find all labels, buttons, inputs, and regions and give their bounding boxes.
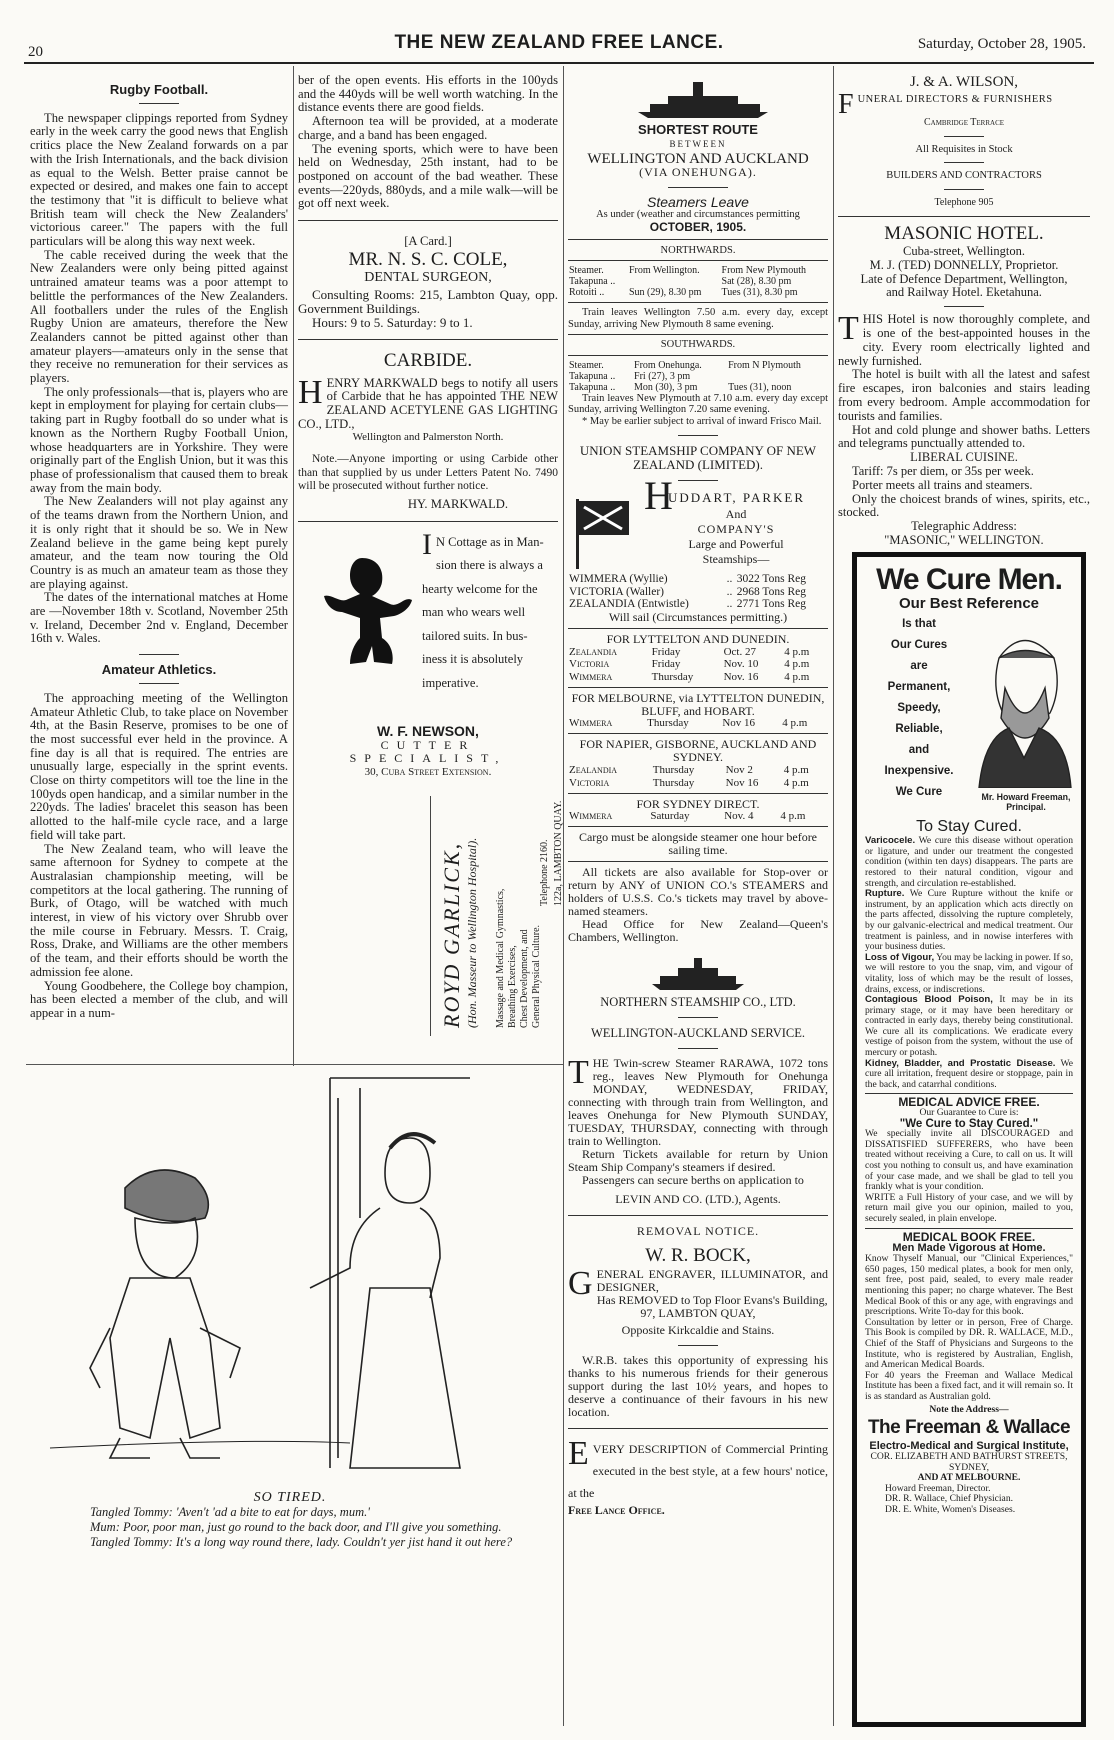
athletics-paragraph: The New Zealand team, who will leave the same afternoon for Sydney to compete at the Australasian championship meeting, will be competitors at the local gathering. The running of Burk, of Otago, will be watched with much interest, in view of his victory over Shrubb over the mile course in February. Messrs. T. Craig, Ross, Drake, and Williams are the other members of the team, and their efforts should be worth the admission fee alone.: [30, 841, 288, 979]
service-heading: WELLINGTON-AUCKLAND SERVICE.: [590, 1026, 806, 1040]
divider: [944, 162, 984, 163]
header-rule: [24, 62, 1094, 64]
newson-line: sion there is always a: [436, 558, 543, 573]
divider: [568, 628, 828, 629]
table-cell: Fri (27), 3 pm: [634, 370, 691, 382]
ad-reference: Our Best Reference: [898, 595, 1040, 612]
bock-opposite: Opposite Kirkcaldie and Stains.: [621, 1323, 775, 1337]
ship-tonnage: 2968 Tons Reg: [736, 585, 806, 598]
cargo-note: Cargo must be alongside steamer one hour before sailing time.: [578, 830, 818, 857]
athletics-paragraph: The approaching meeting of the Wellington Amateur Athletic Club, to take place on November 4th, at the Basin Reserve, promises to be one of the most successful ever held in the province. A fine day is all that is required. The entries are unusually large, especially in the sprint events. Close on thirty competitors will toe the line in the 100yds open handicap, and a similar number in the 220yds. The ladies' bracelet this season has been allotted to the half-mile cycle race, and a large field will take part.: [30, 690, 288, 842]
bock-trade: ENERAL ENGRAVER, ILLUMINATOR, and DESIGNER,: [596, 1267, 828, 1294]
table-cell: Takapuna ..: [569, 381, 616, 393]
ships-table: [568, 573, 828, 611]
column-shipping: [568, 76, 828, 1517]
table-cell: Nov. 4: [724, 810, 754, 822]
ad-claim: We Cure: [895, 785, 943, 798]
table-cell: Oct. 27: [723, 645, 756, 658]
garlick-subtitle: (Hon. Masseur to Wellington Hospital).: [465, 837, 479, 1028]
route-heading: FOR LYTTELTON AND DUNEDIN.: [606, 631, 790, 646]
flag-icon: [572, 497, 636, 569]
northwards-table: [568, 265, 828, 298]
steamship-icon: [568, 76, 828, 120]
drop-cap: F: [838, 88, 854, 120]
ad-claim: Permanent,: [887, 680, 951, 693]
cartoon-title: SO TIRED.: [253, 1490, 327, 1505]
masonic-description: Hot and cold plunge and shower baths. Letters and telegrams punctually attended to.: [838, 422, 1090, 451]
route-heading: SHORTEST ROUTE: [638, 122, 758, 137]
cartoon-caption: [30, 1490, 550, 1550]
garlick-card: [430, 796, 565, 1036]
table-cell: Friday: [651, 658, 681, 670]
sailing-month: OCTOBER, 1905.: [649, 219, 747, 234]
ad-melbourne: AND AT MELBOURNE.: [917, 1472, 1021, 1484]
divider: [568, 355, 828, 356]
wilson-trade: UNERAL DIRECTORS & FURNISHERS: [857, 93, 1053, 105]
divider: [568, 861, 828, 862]
cartoon-illustration: [30, 1068, 550, 1488]
rugby-paragraph: The New Zealanders will not play against any of the teams drawn from the Northern Union, and it is only right that it should be so. We in New Zealand believe in the game being kept purely amateur, and the team now touring the Old Country is as much an amateur team as those they are playing against.: [30, 494, 288, 591]
divider: [944, 189, 984, 190]
return-tickets: Return Tickets available for return by Union Steam Ship Company's steamers if desired.: [568, 1147, 828, 1174]
ad-subhead: Rupture.: [865, 888, 905, 900]
table-cell: 4 p.m: [784, 645, 810, 658]
divider: [678, 1017, 718, 1018]
table-cell: ..: [726, 585, 733, 598]
drop-cap: E: [568, 1435, 589, 1472]
table-cell: Nov 2: [725, 764, 753, 776]
carbide-notice: ENRY MARKWALD begs to notify all users of Carbide that he has appointed THE NEW ZEALAND ACETYLENE GAS LIGHTING CO., LTD.,: [298, 375, 558, 431]
card-label: [A Card.]: [404, 234, 452, 249]
ad-subhead: Varicocele.: [865, 835, 916, 847]
drop-cap: T: [838, 310, 859, 348]
ad-text: We cure all irritation, frequent desire or stoppage, pain in the back, and catarrhal conditions.: [865, 1057, 1073, 1090]
route-heading: FOR MELBOURNE, via LYTTELTON DUNEDIN, BLUFF, and HOBART.: [571, 691, 825, 718]
rugby-paragraph: The dates of the international matches at Home are —November 18th v. Scotland, November 25th v. Ireland, December 2nd v. England, December 16th v. Wales.: [30, 590, 288, 646]
train-note: Train leaves New Plymouth at 7.10 a.m. every day except Sunday, arriving Wellington 7.20 same evening.: [568, 392, 828, 415]
newson-line: tailored suits. In bus-: [422, 628, 528, 643]
page-header: [24, 30, 1094, 60]
wilson-telephone: Telephone 905: [934, 197, 994, 209]
masonic-late: Late of Defence Department, Wellington, and Railway Hotel. Eketahuna.: [860, 271, 1068, 300]
sailing-table: [568, 646, 828, 684]
divider: [139, 103, 179, 104]
union-heading: UNION STEAMSHIP COMPANY OF NEW ZEALAND (LIMITED).: [579, 443, 817, 472]
masonic-address: Cuba-street, Wellington.: [902, 243, 1025, 258]
steamship-icon: [638, 956, 758, 992]
ad-institute-name: The Freeman & Wallace: [867, 1417, 1071, 1439]
ad-claim: Speedy,: [897, 701, 941, 714]
table-cell: 4 p.m: [783, 776, 809, 789]
divider: [298, 339, 558, 340]
divider: [568, 793, 828, 794]
rarawa-notice: HE Twin-screw Steamer RARAWA, 1072 tons reg., leaves New Plymouth for Onehunga MONDAY, WEDNESDAY, FRIDAY, connecting with through train from Wellington, and leaves Onehunga for New Plymouth SUNDAY, TUESDAY, THURSDAY, connecting with through train to Wellington.: [568, 1056, 828, 1148]
sailing-table: [568, 718, 828, 729]
cole-rooms: Consulting Rooms: 215, Lambton Quay, opp. Government Buildings.: [298, 287, 558, 317]
huddart-and: And: [725, 507, 747, 521]
drop-cap: T: [568, 1054, 589, 1091]
table-cell: Wimmera: [569, 717, 613, 729]
divider: [678, 435, 718, 436]
divider: [298, 220, 558, 221]
carbide-note: Note.—Anyone importing or using Carbide other than that supplied by us under Letters Patent No. 7490 will be prosecuted without further notice.: [298, 453, 558, 493]
as-under: As under (weather and circumstances permitting: [596, 209, 800, 220]
ad-staff: DR. R. Wallace, Chief Physician.: [885, 1493, 1014, 1505]
silhouette-figure-icon: [302, 543, 417, 693]
divider: [678, 480, 718, 481]
drop-cap: G: [568, 1265, 593, 1302]
column-divider: [833, 66, 834, 1726]
newson-title: CUTTER SPECIALIST,: [349, 737, 507, 766]
ad-institute-type: Electro-Medical and Surgical Institute,: [869, 1440, 1069, 1453]
divider: [568, 1215, 828, 1216]
printing-notice: VERY DESCRIPTION of Commercial Printing executed in the best style, at a few hours' notice, at the: [568, 1442, 828, 1500]
route-places: WELLINGTON AND AUCKLAND: [587, 151, 809, 167]
bock-name: W. R. BOCK,: [645, 1245, 751, 1266]
ship-name: ZEALANDIA (Entwistle): [569, 598, 689, 610]
table-cell: 4 p.m: [783, 764, 809, 776]
table-cell: Sat (28), 8.30 pm: [721, 276, 792, 287]
athletics-paragraph: Young Goodbehere, the College boy champion, has been elected a member of the club, and will appear in a num-: [30, 978, 288, 1020]
table-cell: Takapuna ..: [569, 370, 616, 382]
newson-advert: [298, 527, 558, 719]
ad-claim: Inexpensive.: [884, 764, 954, 777]
column-divider: [293, 66, 294, 1066]
issue-date: Saturday, October 28, 1905.: [917, 36, 1086, 52]
divider: [568, 334, 828, 335]
drop-cap: H: [298, 373, 323, 411]
masonic-description: The hotel is built with all the latest and safest fire escapes, iron balconies and stairs leading from every bedroom. Ample accommodation for tourists and families.: [838, 367, 1090, 423]
divider: [568, 687, 828, 688]
divider: [568, 1428, 828, 1429]
divider: [568, 733, 828, 734]
free-lance-office: Free Lance Office.: [568, 1503, 665, 1517]
divider: [568, 302, 828, 303]
ad-claim: and: [908, 743, 930, 756]
divider: [944, 136, 984, 137]
athletics-continued: ber of the open events. His efforts in the 100yds and the 440yds will be well worth watching. In the distance events there are good fields.: [298, 73, 558, 115]
northern-heading: NORTHERN STEAMSHIP CO., LTD.: [600, 995, 796, 1009]
table-cell: Rotoiti ..: [569, 287, 605, 298]
wilson-stock: All Requisites in Stock: [915, 143, 1013, 155]
column-notices: [838, 76, 1090, 548]
newspaper-title: THE NEW ZEALAND FREE LANCE.: [394, 32, 724, 53]
ad-institute-address: COR. ELIZABETH AND BATHURST STREETS, SYDNEY,: [870, 1451, 1068, 1473]
huddart-large: Large and Powerful: [688, 537, 784, 551]
ad-text: For 40 years the Freeman and Wallace Medical Institute has been a fixed fact, and it will remain so. It is as standard as Australian gold.: [865, 1369, 1073, 1402]
newson-address: 30, Cuba Street Extension.: [364, 765, 492, 778]
table-cell: Thursday: [652, 764, 695, 776]
southwards-heading: SOUTHWARDS.: [660, 339, 736, 350]
divider: [678, 1048, 718, 1049]
column-adverts-2: [298, 74, 558, 780]
ad-text: We cure this disease without operation or ligature, and under our treatment the congested condition (within ten days) disappears. The parts are restored to their natural condition, vigour and strength, and circulation re-established.: [865, 835, 1074, 889]
rugby-paragraph: The only professionals—that is, players who are kept in employment for playing for certain clubs—taking part in Rugby football do so under what is known as the Northern Rugby Football Union, whose headquarters are in Yorkshire. They were originally part of the English Union, but it was this phase of professionalism that caused them to break away from the main body.: [30, 384, 288, 495]
ad-book-heading: MEDICAL BOOK FREE.: [902, 1229, 1036, 1244]
bock-moved: Has REMOVED to Top Floor Evans's Building, 97, LAMBTON QUAY,: [596, 1293, 828, 1320]
table-header: Steamer.: [569, 359, 604, 371]
table-cell: Wimmera: [569, 810, 613, 822]
huddart-header: [568, 473, 828, 573]
masonic-wines: Only the choicest brands of wines, spirits, etc., stocked.: [838, 491, 1090, 520]
ad-advice-heading: MEDICAL ADVICE FREE.: [898, 1095, 1040, 1110]
ad-book-subheading: Men Made Vigorous at Home.: [892, 1242, 1046, 1255]
route-heading: FOR NAPIER, GISBORNE, AUCKLAND AND SYDNEY.: [579, 737, 817, 764]
divider: [298, 521, 558, 522]
table-cell: Friday: [651, 645, 681, 658]
ad-text: We Cure Rupture without the knife or instrument, by an application which acts directly on the parts affected, dissolving the rupture completely, by our galvanic-electrical and medical treatment. Our treatment is painless, and in nowise interferes with your business duties.: [865, 888, 1074, 953]
table-cell: Victoria: [569, 776, 610, 789]
table-cell: 4 p.m: [780, 810, 806, 822]
garlick-service: General Physical Culture.: [531, 924, 542, 1028]
garlick-service: Massage and Medical Gymnastics,: [495, 888, 506, 1028]
route-via: (VIA ONEHUNGA).: [639, 165, 757, 179]
freeman-wallace-advert: [852, 552, 1086, 1727]
carbide-locations: Wellington and Palmerston North.: [352, 431, 504, 444]
rugby-heading: Rugby Football.: [109, 82, 209, 97]
table-header: From N Plymouth: [728, 359, 801, 371]
table-cell: Victoria: [569, 658, 610, 670]
levin-agents: LEVIN AND CO. (LTD.), Agents.: [615, 1192, 781, 1206]
ad-guarantee: Our Guarantee to Cure is:: [919, 1107, 1019, 1119]
divider: [568, 260, 828, 261]
ad-text: WRITE a Full History of your case, and we will by return mail give you our opinion, mailed to you, securely sealed, in plain envelope.: [865, 1191, 1073, 1224]
ship-name: VICTORIA (Waller): [569, 585, 664, 598]
drop-cap: H: [644, 473, 673, 518]
table-cell: Thursday: [647, 717, 689, 729]
wilson-name: J. & A. WILSON,: [909, 74, 1019, 90]
ad-portrait-caption: Mr. Howard Freeman, Principal.: [981, 791, 1071, 812]
divider: [678, 1345, 718, 1346]
ad-text: You may be lacking in power. If so, we will restore to you the snap, vim, and vigour of vitality, loss of which may be the result of losses, drains, excess, or indiscretions.: [865, 951, 1073, 995]
table-cell: Nov 16: [722, 717, 756, 729]
head-office: Head Office for New Zealand—Queen's Chambers, Wellington.: [568, 917, 828, 944]
divider: [865, 1228, 1073, 1229]
ad-text: Know Thyself Manual, our "Clinical Experiences," 650 pages, 150 medical plates, a book for men only, sent free, post paid, sealed, to every male reader mentioning this paper; no charge whatever. The Best Medical Book of this or any age, with engravings and prescriptions. Write To-day for this book.: [865, 1253, 1073, 1318]
table-cell: Tues (31), noon: [728, 381, 792, 393]
divider: [568, 239, 828, 240]
masonic-cuisine: LIBERAL CUISINE.: [910, 450, 1018, 465]
ad-subhead: Kidney, Bladder, and Prostatic Disease.: [865, 1057, 1056, 1069]
table-header: Steamer.: [569, 265, 604, 276]
bock-thanks: W.R.B. takes this opportunity of expressing his thanks to his numerous friends for their generous support during the last 10½ years, and hopes to deserve a continuance of their favours in his new location.: [568, 1353, 828, 1419]
masonic-telegraphic-address: "MASONIC," WELLINGTON.: [884, 532, 1044, 547]
carbide-signature: HY. MARKWALD.: [407, 497, 508, 512]
newson-name: W. F. NEWSON,: [377, 722, 479, 739]
athletics-heading: Amateur Athletics.: [101, 662, 217, 678]
table-header: From Wellington.: [628, 265, 700, 276]
wilson-address: Cambridge Terrace: [923, 116, 1005, 128]
divider: [865, 1093, 1073, 1094]
table-cell: 4 p.m: [782, 717, 808, 729]
tickets-note: All tickets are also available for Stop-over or return by ANY of UNION CO.'s STEAMERS and holders of U.S.S. Co.'s tickets may travel by above-named steamers.: [568, 865, 828, 918]
table-header: From New Plymouth: [721, 265, 806, 276]
athletics-paragraph: The evening sports, which were to have been held on Wednesday, 25th instant, had to be postponed on account of the bad weather. These events—220yds, 880yds, and a mile walk—will be got off next week.: [298, 141, 558, 211]
ad-claim: Is that: [902, 617, 936, 630]
newson-line: imperative.: [422, 675, 479, 690]
ad-claim: Our Cures: [890, 638, 948, 651]
divider: [838, 216, 1090, 217]
section-rule: [26, 1064, 563, 1065]
newson-line: N Cottage as in Man-: [436, 534, 544, 549]
newson-line: man who wears well: [422, 605, 526, 620]
table-cell: Thursday: [652, 776, 695, 789]
ship-tonnage: 2771 Tons Reg: [736, 598, 806, 610]
huddart-name: UDDART, PARKER: [668, 490, 806, 505]
table-cell: 4 p.m: [784, 658, 810, 670]
removal-heading: REMOVAL NOTICE.: [636, 1224, 760, 1238]
mail-note: * May be earlier subject to arrival of inward Frisco Mail.: [582, 415, 822, 427]
garlick-telephone: Telephone 2160.: [539, 839, 550, 906]
newson-text: [422, 527, 558, 696]
table-cell: Zealandia: [569, 645, 618, 658]
garlick-address: 122a, LAMBTON QUAY.: [553, 800, 564, 906]
sail-note: Will sail (Circumstances permitting.): [608, 609, 788, 624]
cartoon-tramp-and-woman-icon: [30, 1068, 550, 1488]
table-cell: Tues (31), 8.30 pm: [721, 287, 798, 298]
masonic-proprietor: M. J. (TED) DONNELLY, Proprietor.: [869, 257, 1059, 272]
table-cell: Wimmera: [569, 670, 613, 683]
table-cell: ..: [726, 598, 733, 610]
athletics-paragraph: Afternoon tea will be provided, at a moderate charge, and a band has been engaged.: [298, 114, 558, 142]
table-cell: ..: [726, 573, 733, 585]
ad-staff: Howard Freeman, Director.: [885, 1482, 991, 1494]
newson-line: iness it is absolutely: [422, 652, 524, 667]
page-number: 20: [28, 44, 43, 60]
southwards-table: [568, 360, 828, 393]
garlick-name: ROYD GARLICK,: [439, 841, 464, 1028]
masonic-telegraphic: Telegraphic Address:: [911, 519, 1017, 534]
passengers-note: Passengers can secure berths on application to: [582, 1173, 804, 1187]
ad-claim: are: [910, 659, 928, 672]
masonic-porter: Porter meets all trains and steamers.: [852, 477, 1033, 492]
table-cell: Zealandia: [569, 764, 618, 776]
huddart-steamships: Steamships—: [702, 552, 770, 566]
drop-cap: I: [422, 527, 432, 561]
huddart-company: COMPANY'S: [697, 522, 775, 536]
table-cell: 4 p.m: [784, 670, 810, 683]
table-cell: Mon (30), 3 pm: [634, 381, 698, 393]
route-between: BETWEEN: [669, 139, 727, 149]
table-cell: [727, 371, 828, 382]
ad-text: Consultation by letter or in person, Free of Charge. This Book is compiled by DR. R. WALLACE, M.D., Chief of the Staff of Physicians and Surgeons to the Institute, who is registered by Australian, English, and American Medical Boards.: [865, 1316, 1073, 1371]
divider: [668, 187, 728, 188]
ad-text: We specially invite all DISCOURAGED and DISSATISFIED SUFFERERS, who have been treated without receiving a Cure, to call on us. It will cost you nothing to consult us, and have examination of your case made, and we shall be glad to tell you frankly what is your condition.: [865, 1128, 1073, 1193]
ad-claim: Reliable,: [895, 722, 943, 735]
cole-name: MR. N. S. C. COLE,: [348, 248, 508, 270]
ad-subhead: Contagious Blood Poison,: [865, 994, 993, 1006]
table-cell: Thursday: [651, 670, 694, 683]
cartoon-line: Tangled Tommy: 'Aven't 'ad a bite to eat for days, mum.': [90, 1505, 370, 1519]
table-cell: Sun (29), 8.30 pm: [628, 287, 702, 298]
column-sport: [30, 80, 288, 1021]
table-cell: Takapuna ..: [569, 276, 616, 287]
train-note: Train leaves Wellington 7.50 a.m. every day, except Sunday, arriving New Plymouth 8 same evening.: [568, 307, 828, 330]
masonic-description: HIS Hotel is now thoroughly complete, and is one of the best-appointed houses in the city. Every room electrically lighted and newly furnished.: [838, 312, 1090, 368]
route-heading: FOR SYDNEY DIRECT.: [636, 797, 760, 811]
table-cell: [628, 276, 721, 287]
table-cell: Saturday: [650, 810, 690, 822]
cartoon-line: Tangled Tommy: It's a long way round there, lady. Couldn't yer jist hand it out here?: [90, 1535, 513, 1549]
cole-hours: Hours: 9 to 5. Saturday: 9 to 1.: [312, 314, 473, 330]
steamers-leave: Steamers Leave: [647, 194, 749, 210]
ad-subhead: Loss of Vigour,: [865, 951, 935, 963]
masonic-heading: MASONIC HOTEL.: [884, 222, 1044, 244]
garlick-service: Breathing Exercises,: [507, 945, 518, 1028]
garlick-service: Chest Development, and: [519, 929, 530, 1028]
divider: [139, 654, 179, 655]
carbide-heading: CARBIDE.: [383, 349, 473, 371]
ship-tonnage: 3022 Tons Reg: [736, 573, 806, 585]
masonic-tariff: Tariff: 7s per diem, or 35s per week.: [852, 463, 1034, 478]
divider: [944, 306, 984, 307]
portrait-icon: [969, 618, 1079, 788]
ship-name: WIMMERA (Wyllie): [569, 573, 668, 585]
ad-note-address: Note the Address—: [929, 1404, 1009, 1416]
ad-headline: We Cure Men.: [876, 563, 1062, 596]
sailing-table: [568, 764, 828, 789]
divider: [139, 683, 179, 684]
table-cell: Nov 16: [725, 776, 759, 789]
rugby-paragraph: The cable received during the week that the New Zealanders were only being pitted against untrained amateur teams was a poor attempt to belittle the performances of the New Zealanders. All footballers under the rules of the English Rugby Union are amateurs, therefore the New Zealanders cannot be pitted against other than amateur players—amateurs only in the sense that they receive no remuneration for their services as players.: [30, 247, 288, 386]
table-header: From Onehunga.: [634, 359, 702, 371]
ad-guarantee-quote: "We Cure to Stay Cured.": [899, 1117, 1039, 1130]
wilson-builders: BUILDERS AND CONTRACTORS: [886, 170, 1042, 182]
newson-line: hearty welcome for the: [422, 581, 538, 596]
sailing-table: [568, 811, 828, 822]
table-cell: Nov. 10: [723, 658, 759, 670]
divider: [568, 826, 828, 827]
cartoon-line: Mum: Poor, poor man, just go round to the back door, and I'll give you something.: [90, 1520, 502, 1534]
ad-staff: DR. E. White, Women's Diseases.: [885, 1504, 1016, 1516]
rugby-paragraph: The newspaper clippings reported from Sydney early in the week carry the good news that English critics place the New Zealand forwards on a par with the Irish Internationals, and the back division as equal to the Welsh. Better praise cannot be expected or desired, and makes one fain to accept the testimony that "it is difficult to believe what British team will check the New Zealanders' victorious career." The papers with the full particulars will be along this way next week.: [30, 110, 288, 249]
northwards-heading: NORTHWARDS.: [660, 244, 736, 256]
ad-stay-cured: To Stay Cured.: [916, 817, 1022, 835]
cole-title: DENTAL SURGEON,: [364, 269, 492, 285]
table-cell: Nov. 16: [723, 670, 759, 683]
ad-text: It may be in its primary stage, or it may have been hereditary or contracted in early days, thereby being constitutional. We cure all its complications. We eradicate every vestige of poison from the system, without the use of mercury or potash.: [865, 994, 1073, 1059]
